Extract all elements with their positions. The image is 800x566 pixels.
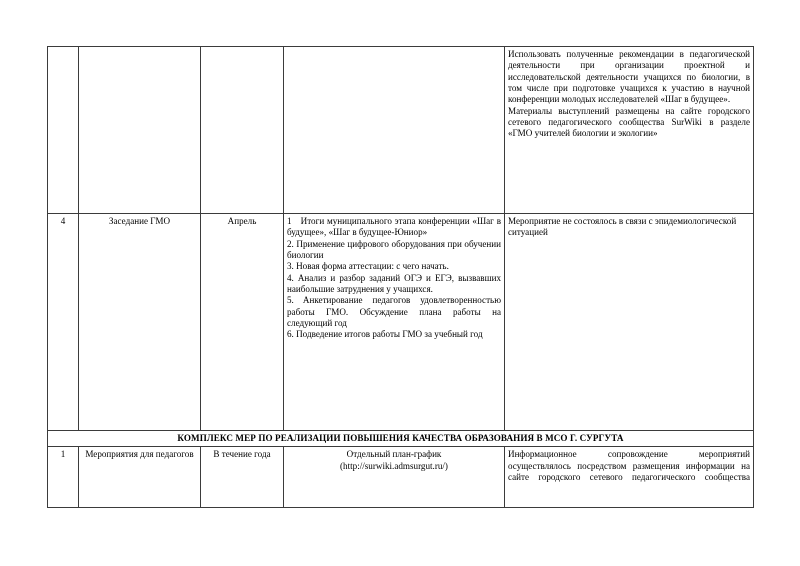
content-item-6: 6. Подведение итогов работы ГМО за учебный год — [287, 329, 483, 340]
table-row-1 — [48, 447, 754, 508]
content-item-4: 4. Анализ и разбор заданий ОГЭ и ЕГЭ, вызвавших наибольшие затруднения у учащихся. — [287, 272, 501, 295]
cell-result — [505, 214, 754, 431]
table-row-continuation — [48, 47, 754, 214]
cell-date: В течение года — [201, 447, 284, 508]
cell-content — [284, 214, 505, 431]
cell-event: Заседание ГМО — [79, 214, 201, 431]
result-text: Информационное сопровождение мероприятий осуществлялось посредством размещения информации на сайте городского сетевого педагогического сообщества — [508, 449, 750, 483]
cell-content — [284, 447, 505, 508]
table-row-4 — [48, 214, 754, 431]
cell-number — [48, 47, 79, 214]
result-paragraph-2: Материалы выступлений размещены на сайте городского сетевого педагогического сообщества SurWiki в разделе «ГМО учителей биологии и экологии» — [508, 105, 750, 139]
cell-date: Апрель — [201, 214, 284, 431]
content-item-2: 2. Применение цифрового оборудования при обучении биологии — [287, 238, 501, 261]
cell-number: 4 — [48, 214, 79, 431]
content-item-1: 1 Итоги муниципального этапа конференции «Шаг в будущее», «Шаг в будущее-Юниор» — [287, 216, 501, 238]
result-text: Мероприятие не состоялось в связи с эпидемиологической ситуацией — [508, 216, 737, 238]
cell-number: 1 — [48, 447, 79, 508]
cell-result — [505, 47, 754, 214]
cell-result — [505, 447, 754, 508]
cell-date — [201, 47, 284, 214]
content-item-3: 3. Новая форма аттестации: с чего начать. — [287, 261, 449, 272]
table-row-section-banner — [48, 431, 754, 447]
content-url[interactable]: (http://surwiki.admsurgut.ru/) — [340, 460, 448, 471]
cell-content — [284, 47, 505, 214]
cell-event: Мероприятия для педагогов — [79, 447, 201, 508]
result-paragraph-1: Использовать полученные рекомендации в педагогической деятельности при организации проектной и исследовательской деятельности учащихся по биологии, в том числе при подготовке учащихся к участию в научной конференции молодых исследователей «Шаг в будущее». — [508, 49, 750, 105]
plan-table — [47, 46, 754, 508]
content-item-5: 5. Анкетирование педагогов удовлетворенностью работы ГМО. Обсуждение плана работы на следующий год — [287, 295, 501, 329]
content-title: Отдельный план-график — [346, 449, 442, 460]
section-banner: КОМПЛЕКС МЕР ПО РЕАЛИЗАЦИИ ПОВЫШЕНИЯ КАЧЕСТВА ОБРАЗОВАНИЯ В МСО Г. СУРГУТА — [48, 431, 754, 447]
cell-event — [79, 47, 201, 214]
